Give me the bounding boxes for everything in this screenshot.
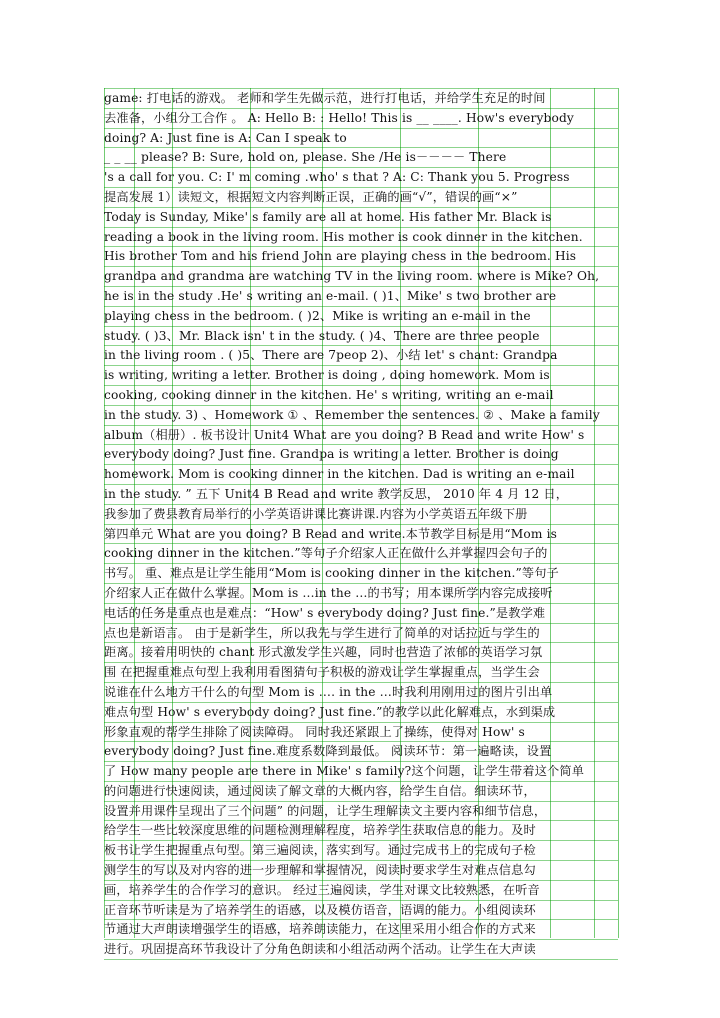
text-line: 板书让学生把握重点句型。第三遍阅读，落实到写。通过完成书上的完成句子检 [104,841,618,861]
text-line: cooking dinner in the kitchen.”等句子介绍家人正在做什么并掌握四会句子的 [104,544,618,564]
text-line: 距离。接着用明快的 chant 形式激发学生兴趣，同时也营造了浓郁的英语学习氛 [104,643,618,663]
text-line: 形象直观的帮学生排除了阅读障碍。 同时我还紧跟上了操练，使得对 How' s [104,723,618,743]
text-line: in the study. 3) 、Homework ① 、Remember the sentences. ② 、Make a family [104,406,618,426]
text-line: he is in the study .He' s writing an e-mail. ( )1、Mike' s two brother are [104,287,618,307]
text-line: is writing, writing a letter. Brother is doing , doing homework. Mom is [104,366,618,386]
text-line: album（相册）. 板书设计 Unit4 What are you doing? B Read and write How' s [104,426,618,446]
text-line: grandpa and grandma are watching TV in the living room. where is Mike? Oh, [104,267,618,287]
text-line: everybody doing? Just fine.难度系数降到最低。 阅读环节：第一遍略读，设置 [104,742,618,762]
text-line: homework. Mom is cooking dinner in the kitchen. Dad is writing an e-mail [104,465,618,485]
text-line: 进行。巩固提高环节我设计了分角色朗读和小组活动两个活动。让学生在大声读 [104,940,618,960]
text-line: in the study. ” 五下 Unit4 B Read and write 教学反思， 2010 年 4 月 12 日， [104,485,618,505]
text-line: 节通过大声朗读增强学生的语感，培养朗读能力，在这里采用小组合作的方式来 [104,920,618,940]
text-line: His brother Tom and his friend John are playing chess in the bedroom. His [104,247,618,267]
text-line: 第四单元 What are you doing? B Read and write.本节教学目标是用“Mom is [104,525,618,545]
text-line: 给学生一些比较深度思维的问题检测理解程度，培养学生获取信息的能力。及时 [104,821,618,841]
text-line: 点也是新语言。 由于是新学生，所以我先与学生进行了简单的对话拉近与学生的 [104,624,618,644]
text-line: 设置并用课件呈现出了三个问题” 的问题，让学生理解读文主要内容和细节信息， [104,802,618,822]
text-line: cooking, cooking dinner in the kitchen. He' s writing, writing an e-mail [104,386,618,406]
text-line: 的问题进行快速阅读，通过阅读了解文章的大概内容，给学生自信。细读环节， [104,782,618,802]
text-line: 去准备，小组分工合作 。 A: Hello B: : Hello! This is __ ____. How's everybody [104,109,618,129]
text-line: 介绍家人正在做什么掌握。Mom is …in the …的书写；用本课所学内容完成接听 [104,584,618,604]
text-line: 提高发展 1）读短文，根据短文内容判断正误，正确的画“√”，错误的画“×” [104,188,618,208]
text-line: 's a call for you. C: I' m coming .who' s that ? A: C: Thank you 5. Progress [104,168,618,188]
text-line: 画，培养学生的合作学习的意识。 经过三遍阅读，学生对课文比较熟悉，在听音 [104,881,618,901]
text-line: doing? A: Just fine is A: Can I speak to [104,129,618,149]
text-line: game: 打电话的游戏。 老师和学生先做示范，进行打电话，并给学生充足的时间 [104,88,618,109]
text-line: Today is Sunday, Mike' s family are all at home. His father Mr. Black is [104,208,618,228]
text-line: 我参加了费县教育局举行的小学英语讲课比赛讲课.内容为小学英语五年级下册 [104,505,618,525]
text-line: 围 在把握重难点句型上我利用看图猜句子积极的游戏让学生掌握重点，当学生会 [104,663,618,683]
text-line: 测学生的写以及对内容的进一步理解和掌握情况，阅读时要求学生对难点信息勾 [104,861,618,881]
text-line: 电话的任务是重点也是难点：“How' s everybody doing? Just fine.”是教学难 [104,604,618,624]
text-line: study. ( )3、Mr. Black isn' t in the study. ( )4、There are three people [104,327,618,347]
text-line: 书写。 重、难点是让学生能用“Mom is cooking dinner in the kitchen.”等句子 [104,564,618,584]
text-line: reading a book in the living room. His mother is cook dinner in the kitchen. [104,228,618,248]
document-text-block [104,88,618,960]
text-line: _ _ __ please? B: Sure, hold on, please. She /He is－－－－ There [104,148,618,168]
text-line: in the living room . ( )5、There are 7peop 2)、小结 let' s chant: Grandpa [104,346,618,366]
text-line: everybody doing? Just fine. Grandpa is writing a letter. Brother is doing [104,445,618,465]
text-line: playing chess in the bedroom. ( )2、Mike is writing an e-mail in the [104,307,618,327]
text-line: 正音环节听读是为了培养学生的语感，以及模仿语音，语调的能力。小组阅读环 [104,901,618,921]
text-line: 难点句型 How' s everybody doing? Just fine.”的教学以此化解难点，水到渠成 [104,703,618,723]
text-line: 了 How many people are there in Mike' s family?这个问题，让学生带着这个简单 [104,762,618,782]
text-line: 说谁在什么地方干什么的句型 Mom is …. in the …时我利用刚用过的图片引出单 [104,683,618,703]
